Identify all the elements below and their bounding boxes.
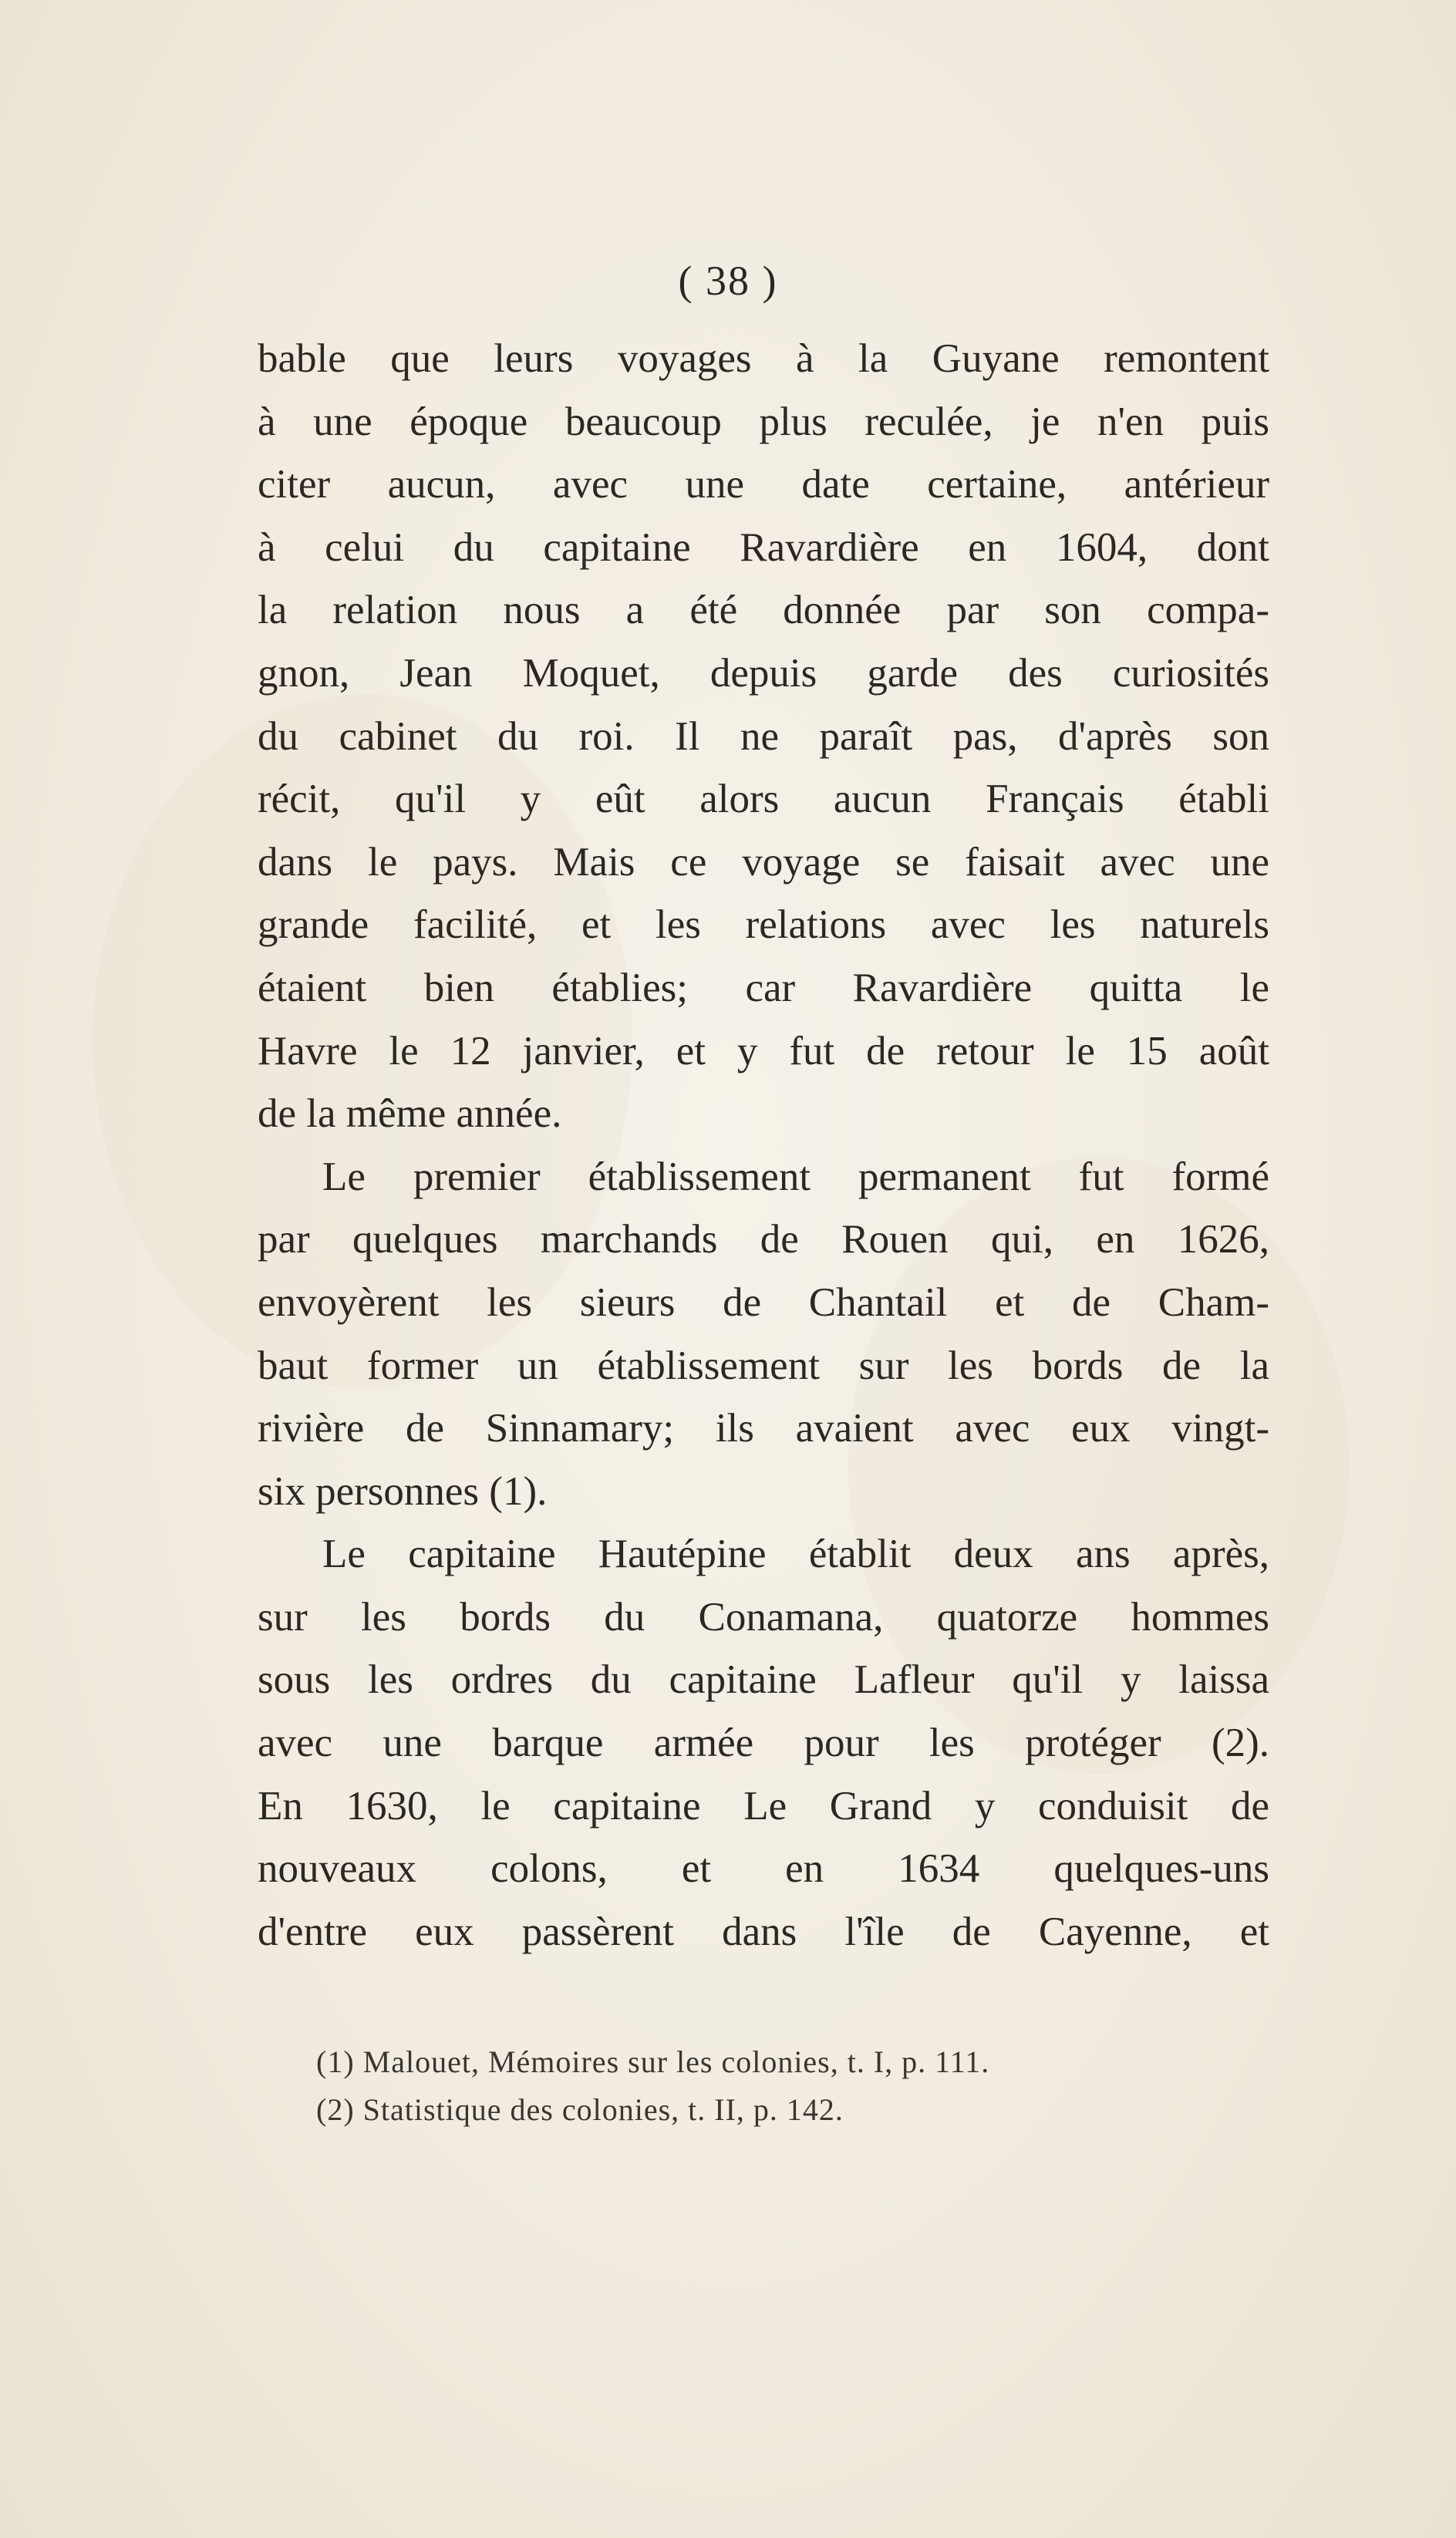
page-number: ( 38 ) bbox=[678, 258, 778, 304]
text-line: Le premier établissement permanent fut formé bbox=[322, 1154, 1269, 1199]
text-line: d'entre eux passèrent dans l'île de Cayenne, et bbox=[258, 1909, 1269, 1954]
text-line: du cabinet du roi. Il ne paraît pas, d'après son bbox=[258, 713, 1269, 759]
text-line: Le capitaine Hautépine établit deux ans après, bbox=[322, 1532, 1269, 1577]
body-text bbox=[258, 328, 1269, 1963]
text-line: avec une barque armée pour les protéger (2). bbox=[258, 1721, 1269, 1766]
text-line: Havre le 12 janvier, et y fut de retour le 15 août bbox=[258, 1028, 1269, 1074]
text-line: nouveaux colons, et en 1634 quelques-uns bbox=[258, 1846, 1269, 1892]
text-line: dans le pays. Mais ce voyage se faisait avec une bbox=[258, 839, 1269, 885]
footnote-1: (1) Malouet, Mémoires sur les colonies, t. I, p. 111. bbox=[316, 2044, 990, 2079]
text-line: rivière de Sinnamary; ils avaient avec eux vingt- bbox=[258, 1406, 1269, 1451]
text-line: sur les bords du Conamana, quatorze hommes bbox=[258, 1594, 1269, 1640]
text-line: à celui du capitaine Ravardière en 1604, dont bbox=[258, 524, 1269, 570]
text-line: envoyèrent les sieurs de Chantail et de Cham- bbox=[258, 1279, 1269, 1325]
text-line: récit, qu'il y eût alors aucun Français établi bbox=[258, 777, 1269, 822]
text-line: citer aucun, avec une date certaine, antérieur bbox=[258, 462, 1269, 507]
text-line: de la même année. bbox=[258, 1091, 562, 1137]
footnote-2: (2) Statistique des colonies, t. II, p. 142. bbox=[316, 2092, 844, 2127]
text-line: sous les ordres du capitaine Lafleur qu'il y laissa bbox=[258, 1657, 1269, 1703]
text-line: gnon, Jean Moquet, depuis garde des curiosités bbox=[258, 650, 1269, 696]
text-line: grande facilité, et les relations avec les naturels bbox=[258, 902, 1269, 948]
text-line: la relation nous a été donnée par son compa- bbox=[258, 588, 1269, 633]
text-line: étaient bien établies; car Ravardière quitta le bbox=[258, 965, 1269, 1010]
text-line: baut former un établissement sur les bords de la bbox=[258, 1343, 1269, 1388]
text-line: par quelques marchands de Rouen qui, en 1626, bbox=[258, 1217, 1269, 1262]
text-line: En 1630, le capitaine Le Grand y conduisit de bbox=[258, 1783, 1269, 1829]
text-line: bable que leurs voyages à la Guyane remontent bbox=[258, 336, 1269, 381]
text-line: à une époque beaucoup plus reculée, je n'en puis bbox=[258, 399, 1269, 444]
footnotes bbox=[316, 2038, 1242, 2134]
text-line: six personnes (1). bbox=[258, 1468, 548, 1514]
